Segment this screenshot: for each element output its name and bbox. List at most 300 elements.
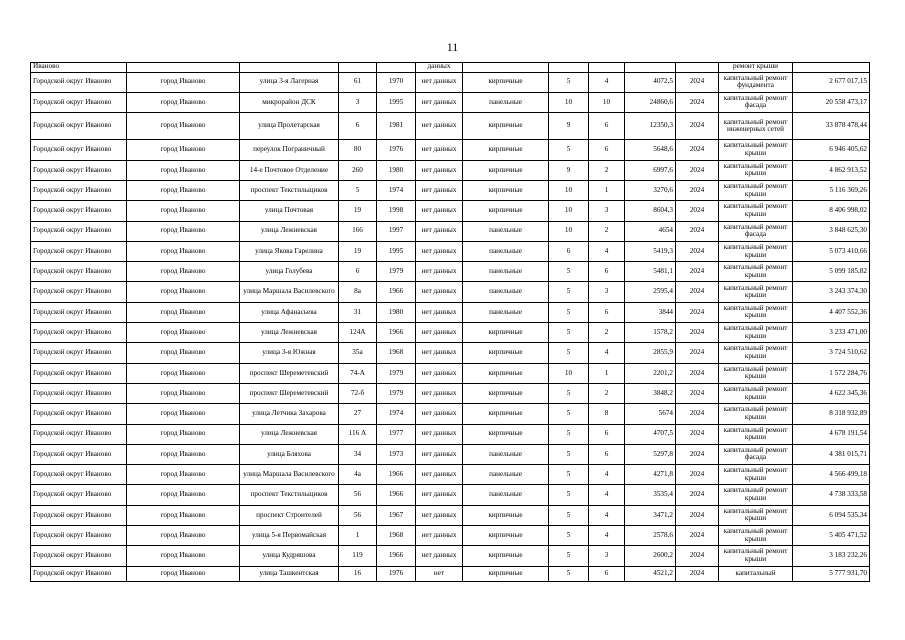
cell-settlement: город Иваново	[127, 343, 240, 363]
cell-house: 166	[339, 221, 377, 241]
cell-work: капитальный ремонт крыши	[719, 262, 793, 282]
cell-work: капитальный ремонт крыши	[719, 241, 793, 261]
cell-cost: 4 622 345,36	[793, 383, 870, 403]
cell-district: Городской округ Иваново	[31, 444, 127, 464]
table-row	[31, 424, 870, 444]
cell-area: 4072,5	[625, 72, 676, 92]
cell-street: улица 3-я Лагерная	[240, 72, 339, 92]
cell-area: 6997,6	[625, 160, 676, 180]
cell-house: 3	[339, 92, 377, 112]
cell-cost: 5 777 931,70	[793, 566, 870, 581]
cell-street: проспект Шереметевский	[240, 383, 339, 403]
cell-plan-year: 2024	[676, 160, 719, 180]
cell-year: 1966	[377, 485, 416, 505]
cell-district: Городской округ Иваново	[31, 140, 127, 160]
table-row	[31, 72, 870, 92]
cell-area: 5297,8	[625, 444, 676, 464]
cell-floors: 10	[549, 363, 589, 383]
cell-settlement: город Иваново	[127, 566, 240, 581]
cell-district: Городской округ Иваново	[31, 363, 127, 383]
cell-area: 24860,6	[625, 92, 676, 112]
cell-cost: 3 183 232,26	[793, 546, 870, 566]
cell-year: 1980	[377, 302, 416, 322]
cell-plan-year: 2024	[676, 201, 719, 221]
cell-cost: 5 116 369,26	[793, 180, 870, 200]
cell-walls: панельные	[463, 485, 549, 505]
cell-entrances: 2	[589, 383, 625, 403]
cell-plan-year: 2024	[676, 566, 719, 581]
cell-work: капитальный ремонт фасада	[719, 444, 793, 464]
cell-work: капитальный ремонт фасада	[719, 221, 793, 241]
cell-cost: 4 566 499,18	[793, 465, 870, 485]
cell-work: ремонт крыши	[719, 63, 793, 73]
cell-settlement: город Иваново	[127, 160, 240, 180]
cell-entrances: 6	[589, 566, 625, 581]
cell-settlement: город Иваново	[127, 546, 240, 566]
cell-area: 3848,2	[625, 383, 676, 403]
cell-work: капитальный ремонт фасада	[719, 92, 793, 112]
cell-floors: 10	[549, 180, 589, 200]
cell-district: Городской округ Иваново	[31, 465, 127, 485]
cell-repair-year: нет данных	[416, 92, 463, 112]
cell-house: 16	[339, 566, 377, 581]
cell-year: 1973	[377, 444, 416, 464]
cell-year: 1995	[377, 92, 416, 112]
cell-entrances: 1	[589, 363, 625, 383]
cell-floors: 5	[549, 566, 589, 581]
cell-walls: кирпичные	[463, 323, 549, 343]
cell-repair-year: нет данных	[416, 241, 463, 261]
cell-district: Иваново	[31, 63, 127, 73]
cell-street: 14-е Почтовое Отделение	[240, 160, 339, 180]
cell-plan-year	[676, 63, 719, 73]
cell-work: капитальный	[719, 566, 793, 581]
cell-plan-year: 2024	[676, 465, 719, 485]
table-row	[31, 444, 870, 464]
cell-street: проспект Текстильщиков	[240, 180, 339, 200]
cell-house: 119	[339, 546, 377, 566]
table-row	[31, 63, 870, 73]
cell-street: улица Лежневская	[240, 221, 339, 241]
cell-district: Городской округ Иваново	[31, 485, 127, 505]
housing-repair-table	[30, 62, 870, 582]
cell-settlement: город Иваново	[127, 444, 240, 464]
table-row	[31, 404, 870, 424]
table-row	[31, 302, 870, 322]
cell-floors: 5	[549, 262, 589, 282]
cell-entrances: 4	[589, 72, 625, 92]
table-body	[31, 63, 870, 582]
cell-district: Городской округ Иваново	[31, 343, 127, 363]
cell-work: капитальный ремонт крыши	[719, 201, 793, 221]
cell-repair-year: нет данных	[416, 444, 463, 464]
cell-year: 1979	[377, 363, 416, 383]
cell-walls: кирпичные	[463, 72, 549, 92]
cell-plan-year: 2024	[676, 383, 719, 403]
table-row	[31, 323, 870, 343]
cell-walls: кирпичные	[463, 424, 549, 444]
cell-area: 2595,4	[625, 282, 676, 302]
table-row	[31, 262, 870, 282]
cell-floors: 5	[549, 302, 589, 322]
cell-cost: 3 243 374,30	[793, 282, 870, 302]
cell-repair-year: нет данных	[416, 465, 463, 485]
cell-settlement: город Иваново	[127, 505, 240, 525]
cell-work: капитальный ремонт крыши	[719, 282, 793, 302]
cell-work: капитальный ремонт крыши	[719, 424, 793, 444]
cell-cost: 4 738 333,58	[793, 485, 870, 505]
cell-work: капитальный ремонт инженерных сетей	[719, 113, 793, 140]
cell-repair-year: нет данных	[416, 383, 463, 403]
cell-floors: 5	[549, 526, 589, 546]
cell-street: улица Маршала Василевского	[240, 465, 339, 485]
cell-plan-year: 2024	[676, 485, 719, 505]
cell-floors: 5	[549, 546, 589, 566]
cell-walls: кирпичные	[463, 546, 549, 566]
cell-repair-year: нет данных	[416, 201, 463, 221]
cell-entrances	[589, 63, 625, 73]
cell-work: капитальный ремонт крыши	[719, 404, 793, 424]
cell-house: 74-А	[339, 363, 377, 383]
cell-settlement: город Иваново	[127, 140, 240, 160]
cell-repair-year: нет данных	[416, 262, 463, 282]
cell-district: Городской округ Иваново	[31, 180, 127, 200]
cell-entrances: 4	[589, 526, 625, 546]
cell-repair-year: нет данных	[416, 424, 463, 444]
cell-year: 1974	[377, 180, 416, 200]
cell-settlement: город Иваново	[127, 201, 240, 221]
cell-street: переулок Пограничный	[240, 140, 339, 160]
table-row	[31, 140, 870, 160]
cell-plan-year: 2024	[676, 505, 719, 525]
cell-year: 1995	[377, 241, 416, 261]
cell-house: 80	[339, 140, 377, 160]
cell-repair-year: нет данных	[416, 526, 463, 546]
cell-cost: 4 381 015,71	[793, 444, 870, 464]
cell-house: 56	[339, 485, 377, 505]
cell-settlement: город Иваново	[127, 383, 240, 403]
cell-area: 3535,4	[625, 485, 676, 505]
cell-cost: 20 558 473,17	[793, 92, 870, 112]
cell-settlement: город Иваново	[127, 323, 240, 343]
cell-entrances: 4	[589, 465, 625, 485]
cell-entrances: 2	[589, 221, 625, 241]
cell-settlement	[127, 63, 240, 73]
cell-street	[240, 63, 339, 73]
cell-plan-year: 2024	[676, 404, 719, 424]
cell-repair-year: нет данных	[416, 113, 463, 140]
cell-area: 2855,9	[625, 343, 676, 363]
cell-cost: 4 862 913,52	[793, 160, 870, 180]
cell-floors: 5	[549, 505, 589, 525]
cell-settlement: город Иваново	[127, 404, 240, 424]
cell-year: 1977	[377, 424, 416, 444]
cell-cost: 3 233 471,00	[793, 323, 870, 343]
cell-district: Городской округ Иваново	[31, 241, 127, 261]
cell-work: капитальный ремонт фундамента	[719, 72, 793, 92]
cell-street: улица Афанасьева	[240, 302, 339, 322]
cell-street: улица Лежневская	[240, 424, 339, 444]
cell-plan-year: 2024	[676, 92, 719, 112]
cell-area: 2201,2	[625, 363, 676, 383]
cell-settlement: город Иваново	[127, 302, 240, 322]
cell-floors: 5	[549, 72, 589, 92]
cell-district: Городской округ Иваново	[31, 505, 127, 525]
cell-work: капитальный ремонт крыши	[719, 363, 793, 383]
cell-area: 4271,8	[625, 465, 676, 485]
cell-plan-year: 2024	[676, 424, 719, 444]
cell-cost: 8 406 998,02	[793, 201, 870, 221]
cell-year: 1966	[377, 546, 416, 566]
cell-district: Городской округ Иваново	[31, 72, 127, 92]
cell-entrances: 4	[589, 505, 625, 525]
cell-year: 1970	[377, 72, 416, 92]
table-row	[31, 180, 870, 200]
cell-settlement: город Иваново	[127, 282, 240, 302]
cell-house: 34	[339, 444, 377, 464]
cell-entrances: 6	[589, 424, 625, 444]
cell-area: 5481,1	[625, 262, 676, 282]
table-row	[31, 505, 870, 525]
cell-house: 1	[339, 526, 377, 546]
cell-floors: 5	[549, 485, 589, 505]
cell-street: улица Маршала Василевского	[240, 282, 339, 302]
cell-repair-year: нет данных	[416, 180, 463, 200]
cell-area: 4707,5	[625, 424, 676, 444]
cell-cost: 8 318 932,89	[793, 404, 870, 424]
cell-walls: кирпичные	[463, 566, 549, 581]
cell-repair-year: нет данных	[416, 140, 463, 160]
cell-floors: 5	[549, 282, 589, 302]
cell-walls: кирпичные	[463, 140, 549, 160]
cell-year: 1976	[377, 566, 416, 581]
cell-cost: 6 946 405,62	[793, 140, 870, 160]
cell-work: капитальный ремонт крыши	[719, 465, 793, 485]
cell-entrances: 6	[589, 302, 625, 322]
cell-floors: 10	[549, 201, 589, 221]
cell-plan-year: 2024	[676, 302, 719, 322]
cell-entrances: 4	[589, 485, 625, 505]
cell-district: Городской округ Иваново	[31, 546, 127, 566]
cell-district: Городской округ Иваново	[31, 282, 127, 302]
cell-walls: кирпичные	[463, 383, 549, 403]
cell-walls: кирпичные	[463, 404, 549, 424]
cell-repair-year: нет данных	[416, 72, 463, 92]
table-row	[31, 201, 870, 221]
table-row	[31, 113, 870, 140]
cell-year: 1979	[377, 383, 416, 403]
cell-entrances: 2	[589, 160, 625, 180]
cell-plan-year: 2024	[676, 180, 719, 200]
cell-walls: кирпичные	[463, 363, 549, 383]
cell-year: 1997	[377, 221, 416, 241]
cell-entrances: 6	[589, 113, 625, 140]
cell-district: Городской округ Иваново	[31, 323, 127, 343]
cell-plan-year: 2024	[676, 113, 719, 140]
cell-repair-year: нет данных	[416, 221, 463, 241]
cell-plan-year: 2024	[676, 241, 719, 261]
cell-cost: 1 572 284,76	[793, 363, 870, 383]
cell-year: 1966	[377, 465, 416, 485]
cell-work: капитальный ремонт крыши	[719, 546, 793, 566]
cell-house	[339, 63, 377, 73]
cell-cost: 4 678 191,54	[793, 424, 870, 444]
cell-settlement: город Иваново	[127, 113, 240, 140]
cell-floors: 9	[549, 113, 589, 140]
cell-area: 3844	[625, 302, 676, 322]
cell-area: 3270,6	[625, 180, 676, 200]
cell-street: улица Пролетарская	[240, 113, 339, 140]
cell-entrances: 3	[589, 282, 625, 302]
cell-entrances: 6	[589, 140, 625, 160]
table-row	[31, 92, 870, 112]
cell-walls: кирпичные	[463, 113, 549, 140]
cell-year: 1979	[377, 262, 416, 282]
cell-district: Городской округ Иваново	[31, 221, 127, 241]
cell-floors: 5	[549, 343, 589, 363]
cell-repair-year: нет данных	[416, 546, 463, 566]
cell-walls: панельные	[463, 465, 549, 485]
cell-cost: 3 848 625,30	[793, 221, 870, 241]
table-row	[31, 526, 870, 546]
cell-entrances: 2	[589, 323, 625, 343]
cell-floors: 5	[549, 444, 589, 464]
cell-street: улица 5-я Первомайская	[240, 526, 339, 546]
cell-district: Городской округ Иваново	[31, 383, 127, 403]
cell-street: улица Почтовая	[240, 201, 339, 221]
cell-street: улица Кудряшова	[240, 546, 339, 566]
cell-settlement: город Иваново	[127, 92, 240, 112]
cell-cost: 2 677 017,15	[793, 72, 870, 92]
cell-plan-year: 2024	[676, 444, 719, 464]
cell-house: 116 А	[339, 424, 377, 444]
cell-street: улица Бляхова	[240, 444, 339, 464]
cell-repair-year: нет данных	[416, 282, 463, 302]
cell-district: Городской округ Иваново	[31, 113, 127, 140]
cell-entrances: 6	[589, 444, 625, 464]
cell-work: капитальный ремонт крыши	[719, 302, 793, 322]
cell-year: 1966	[377, 282, 416, 302]
cell-repair-year: нет данных	[416, 323, 463, 343]
cell-repair-year: нет данных	[416, 485, 463, 505]
cell-year: 1974	[377, 404, 416, 424]
cell-plan-year: 2024	[676, 282, 719, 302]
cell-walls: панельные	[463, 262, 549, 282]
cell-house: 5	[339, 180, 377, 200]
cell-house: 56	[339, 505, 377, 525]
cell-district: Городской округ Иваново	[31, 262, 127, 282]
cell-cost: 5 099 185,82	[793, 262, 870, 282]
cell-street: улица Ташкентская	[240, 566, 339, 581]
cell-house: 6	[339, 262, 377, 282]
cell-year: 1968	[377, 343, 416, 363]
cell-floors: 10	[549, 221, 589, 241]
cell-plan-year: 2024	[676, 140, 719, 160]
cell-settlement: город Иваново	[127, 262, 240, 282]
cell-work: капитальный ремонт крыши	[719, 505, 793, 525]
cell-year: 1967	[377, 505, 416, 525]
cell-repair-year: нет данных	[416, 505, 463, 525]
cell-area: 1578,2	[625, 323, 676, 343]
cell-street: проспект Шереметевский	[240, 363, 339, 383]
cell-floors: 5	[549, 323, 589, 343]
cell-settlement: город Иваново	[127, 424, 240, 444]
cell-entrances: 4	[589, 241, 625, 261]
cell-floors: 5	[549, 140, 589, 160]
cell-year: 1980	[377, 160, 416, 180]
cell-entrances: 1	[589, 180, 625, 200]
cell-area: 4654	[625, 221, 676, 241]
cell-entrances: 10	[589, 92, 625, 112]
cell-year: 1981	[377, 113, 416, 140]
cell-settlement: город Иваново	[127, 363, 240, 383]
cell-repair-year: нет данных	[416, 160, 463, 180]
cell-walls: кирпичные	[463, 505, 549, 525]
cell-cost: 33 878 478,44	[793, 113, 870, 140]
cell-area: 5674	[625, 404, 676, 424]
cell-year: 1968	[377, 526, 416, 546]
cell-settlement: город Иваново	[127, 485, 240, 505]
cell-house: 19	[339, 241, 377, 261]
cell-house: 4а	[339, 465, 377, 485]
cell-area: 5419,3	[625, 241, 676, 261]
cell-repair-year: нет	[416, 566, 463, 581]
table-row	[31, 363, 870, 383]
cell-settlement: город Иваново	[127, 465, 240, 485]
cell-walls: панельные	[463, 92, 549, 112]
cell-street: проспект Строителей	[240, 505, 339, 525]
cell-cost: 4 407 552,36	[793, 302, 870, 322]
cell-repair-year: данных	[416, 63, 463, 73]
cell-walls: панельные	[463, 241, 549, 261]
cell-work: капитальный ремонт крыши	[719, 140, 793, 160]
cell-walls: кирпичные	[463, 526, 549, 546]
cell-house: 260	[339, 160, 377, 180]
cell-work: капитальный ремонт крыши	[719, 180, 793, 200]
cell-settlement: город Иваново	[127, 241, 240, 261]
cell-walls: кирпичные	[463, 160, 549, 180]
cell-floors: 5	[549, 404, 589, 424]
table-row	[31, 465, 870, 485]
cell-cost: 6 094 535,34	[793, 505, 870, 525]
cell-settlement: город Иваново	[127, 221, 240, 241]
cell-year: 1976	[377, 140, 416, 160]
cell-area	[625, 63, 676, 73]
cell-district: Городской округ Иваново	[31, 526, 127, 546]
cell-floors: 10	[549, 92, 589, 112]
cell-area: 2578,6	[625, 526, 676, 546]
cell-district: Городской округ Иваново	[31, 424, 127, 444]
cell-house: 72-б	[339, 383, 377, 403]
cell-street: улица Якова Гарелина	[240, 241, 339, 261]
cell-work: капитальный ремонт крыши	[719, 485, 793, 505]
cell-house: 27	[339, 404, 377, 424]
table-row	[31, 383, 870, 403]
cell-street: улица 3-я Южная	[240, 343, 339, 363]
cell-area: 8604,3	[625, 201, 676, 221]
cell-floors: 5	[549, 465, 589, 485]
cell-cost: 5 405 471,52	[793, 526, 870, 546]
cell-cost: 3 724 510,62	[793, 343, 870, 363]
cell-area: 5648,6	[625, 140, 676, 160]
cell-area: 2600,2	[625, 546, 676, 566]
cell-street: проспект Текстильщиков	[240, 485, 339, 505]
cell-plan-year: 2024	[676, 546, 719, 566]
cell-cost: 5 073 410,66	[793, 241, 870, 261]
cell-floors: 5	[549, 383, 589, 403]
cell-work: капитальный ремонт крыши	[719, 160, 793, 180]
cell-street: улица Голубева	[240, 262, 339, 282]
